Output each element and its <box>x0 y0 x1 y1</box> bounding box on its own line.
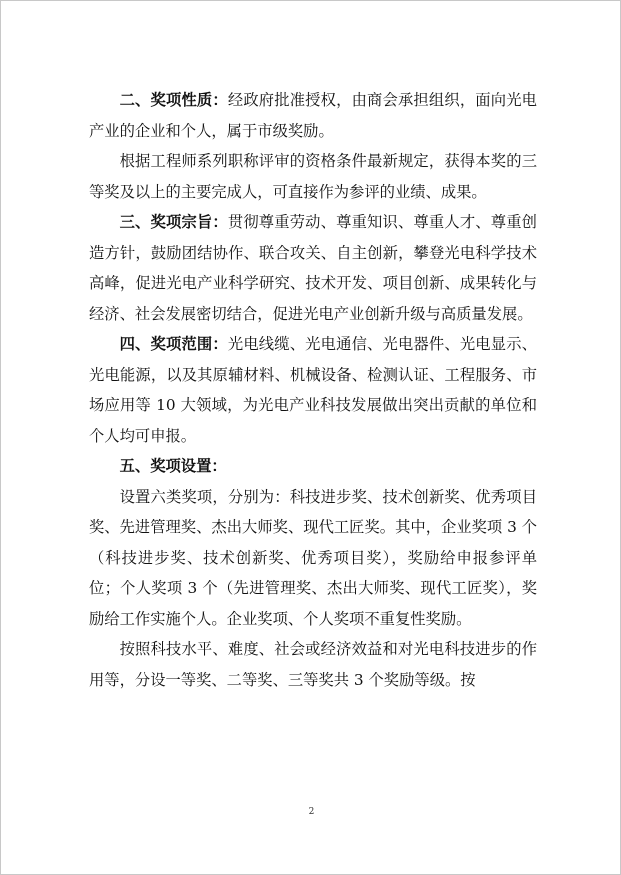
heading-award-purpose: 三、奖项宗旨： <box>119 213 228 231</box>
paragraph-award-levels <box>89 634 537 695</box>
paragraph-text: 按照科技水平、难度、社会或经济效益和对光电科技进步的作用等，分设一等奖、二等奖、三等奖共 3 个奖励等级。按 <box>89 640 537 689</box>
paragraph-award-settings <box>89 451 537 482</box>
paragraph-award-categories <box>89 482 537 635</box>
paragraph-text: 光电线缆、光电通信、光电器件、光电显示、光电能源，以及其原辅材料、机械设备、检测认证、工程服务、市场应用等 10 大领域，为光电产业科技发展做出突出贡献的单位和个人均可申报。 <box>89 335 537 445</box>
paragraph-text: 经政府批准授权，由商会承担组织，面向光电产业的企业和个人，属于市级奖励。 <box>89 91 537 140</box>
heading-award-nature: 二、奖项性质： <box>119 91 228 109</box>
heading-award-scope: 四、奖项范围： <box>119 335 228 353</box>
paragraph-text: 贯彻尊重劳动、尊重知识、尊重人才、尊重创造方针，鼓励团结协作、联合攻关、自主创新，攀登光电科学技术高峰，促进光电产业科学研究、技术开发、项目创新、成果转化与经济、社会发展密切结合，促进光电产业创新升级与高质量发展。 <box>89 213 537 323</box>
paragraph-text: 根据工程师系列职称评审的资格条件最新规定，获得本奖的三等奖及以上的主要完成人，可直接作为参评的业绩、成果。 <box>89 152 537 201</box>
paragraph-award-scope <box>89 329 537 451</box>
document-body <box>89 85 537 695</box>
heading-award-settings: 五、奖项设置： <box>119 457 227 475</box>
paragraph-title-evaluation <box>89 146 537 207</box>
paragraph-award-nature <box>89 85 537 146</box>
paragraph-award-purpose <box>89 207 537 329</box>
paragraph-text: 设置六类奖项，分别为：科技进步奖、技术创新奖、优秀项目奖、先进管理奖、杰出大师奖、现代工匠奖。其中，企业奖项 3 个（科技进步奖、技术创新奖、优秀项目奖），奖励给申报参评单位；个人奖项 3 个（先进管理奖、杰出大师奖、现代工匠奖），奖励给工作实施个人。企业奖项、个人奖项不重复性奖励。 <box>89 487 537 628</box>
page-number: 2 <box>308 807 315 817</box>
